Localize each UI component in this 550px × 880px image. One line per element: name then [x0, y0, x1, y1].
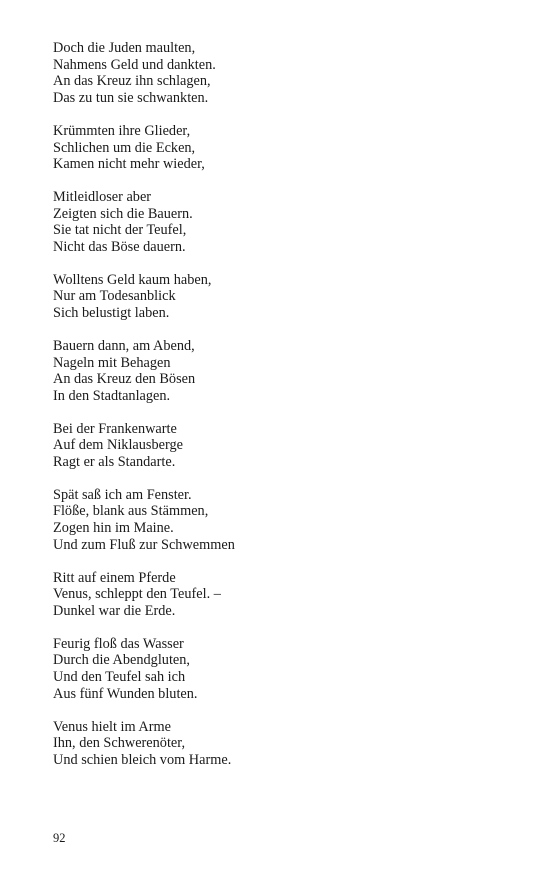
poem-line: Mitleidloser aber: [53, 188, 152, 205]
poem-line: Und schien bleich vom Harme.: [53, 751, 232, 768]
stanza: [53, 487, 513, 554]
stanza: [53, 123, 513, 173]
poem-line: Und den Teufel sah ich: [53, 669, 186, 686]
poem-line: Krümmten ihre Glieder,: [53, 122, 191, 139]
poem-line: Sich belustigt laben.: [53, 305, 170, 322]
poem-line: Durch die Abendgluten,: [53, 652, 190, 669]
stanza: [53, 421, 513, 471]
poem-line: Doch die Juden maulten,: [53, 40, 196, 56]
stanza: [53, 338, 513, 405]
poem-line: An das Kreuz ihn schlagen,: [53, 73, 211, 90]
poem-line: Zeigten sich die Bauern.: [53, 205, 193, 222]
poem-line: Zogen hin im Maine.: [53, 520, 174, 537]
poem-line: Das zu tun sie schwankten.: [53, 90, 209, 107]
poem-line: Ritt auf einem Pferde: [53, 569, 176, 586]
poem-line: Nicht das Böse dauern.: [53, 239, 186, 256]
stanza: [53, 719, 513, 769]
poem-line: Schlichen um die Ecken,: [53, 139, 196, 156]
poem-line: Flöße, blank aus Stämmen,: [53, 503, 209, 520]
stanza: [53, 40, 513, 107]
poem-line: Bauern dann, am Abend,: [53, 337, 195, 354]
poem-line: Dunkel war die Erde.: [53, 602, 176, 619]
poem-text: [53, 40, 513, 785]
stanza: [53, 570, 513, 620]
poem-line: An das Kreuz den Bösen: [53, 371, 196, 388]
poem-line: Venus hielt im Arme: [53, 718, 171, 735]
poem-line: Venus, schleppt den Teufel. –: [53, 586, 221, 603]
stanza: [53, 189, 513, 256]
poem-line: Ragt er als Standarte.: [53, 454, 176, 471]
poem-line: Feurig floß das Wasser: [53, 635, 184, 652]
poem-line: Nahmens Geld und dankten.: [53, 56, 216, 73]
poem-line: Wolltens Geld kaum haben,: [53, 271, 212, 288]
poem-line: Sie tat nicht der Teufel,: [53, 222, 187, 239]
page-number: 92: [53, 831, 66, 845]
poem-line: Spät saß ich am Fenster.: [53, 486, 192, 503]
poem-line: Auf dem Niklausberge: [53, 437, 183, 454]
poem-line: Und zum Fluß zur Schwemmen: [53, 536, 235, 553]
stanza: [53, 272, 513, 322]
poem-line: Bei der Frankenwarte: [53, 420, 177, 437]
poem-line: In den Stadtanlagen.: [53, 387, 171, 404]
poem-line: Kamen nicht mehr wieder,: [53, 156, 205, 173]
poem-line: Nageln mit Behagen: [53, 354, 171, 371]
poem-line: Ihn, den Schwerenöter,: [53, 735, 186, 752]
poem-line: Aus fünf Wunden bluten.: [53, 685, 198, 702]
stanza: [53, 636, 513, 703]
poem-line: Nur am Todesanblick: [53, 288, 176, 305]
